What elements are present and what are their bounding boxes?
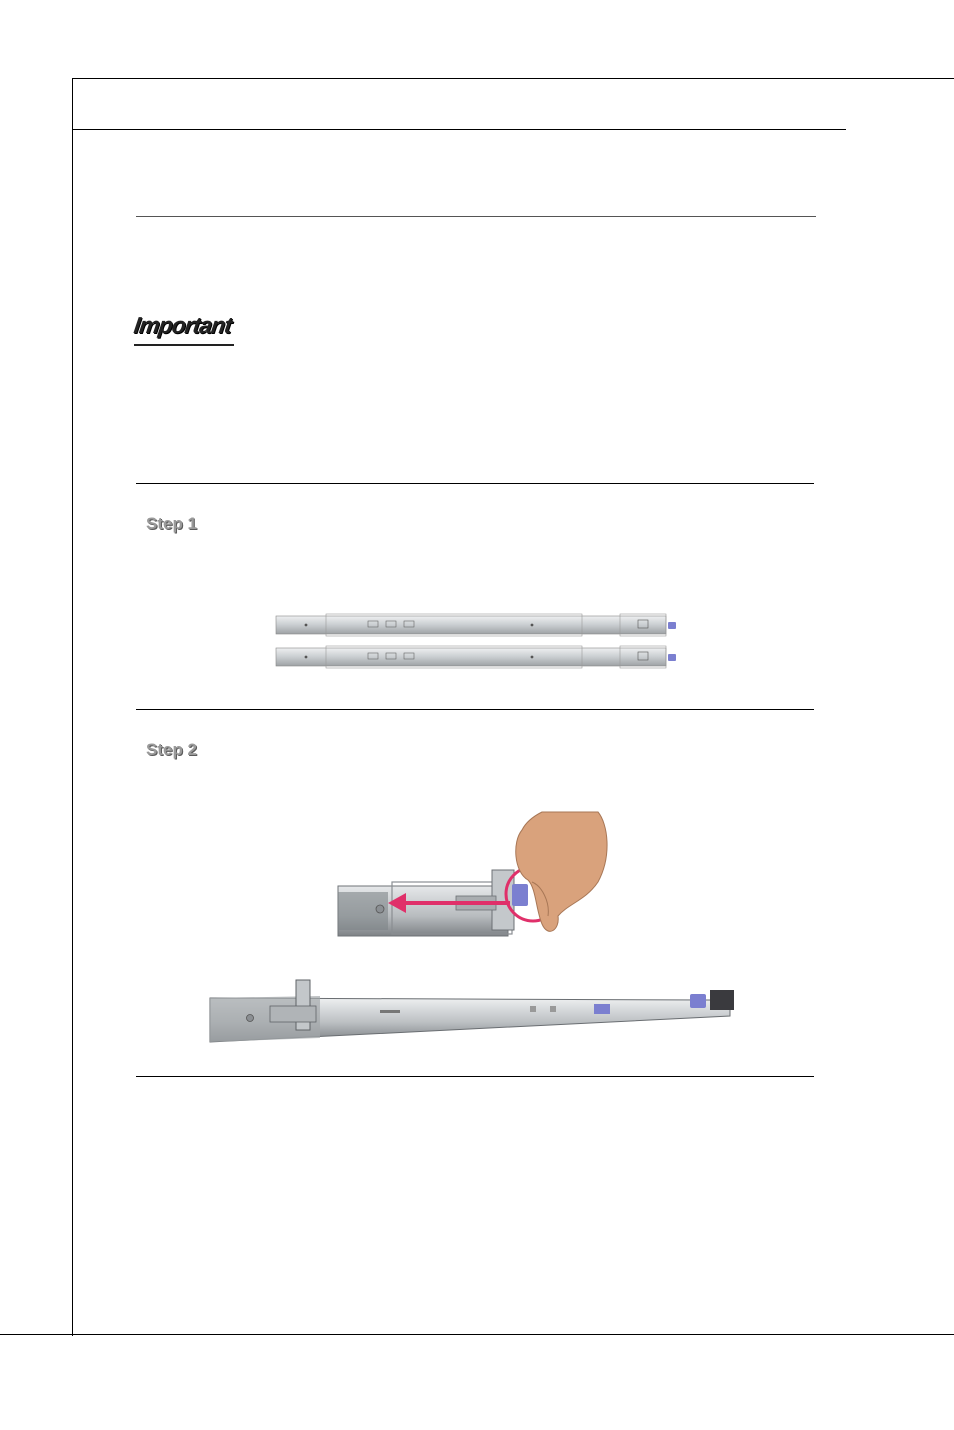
step-2-label: Step 2 <box>146 740 198 759</box>
section-rule-step2 <box>136 709 814 710</box>
important-heading: Important <box>132 312 233 338</box>
page-left-border <box>72 78 73 1336</box>
important-underline <box>134 344 234 346</box>
header-top-rule <box>72 78 954 79</box>
rail-pair-illustration <box>276 612 686 672</box>
footer-rule <box>0 1334 954 1335</box>
header-bottom-rule <box>72 129 846 130</box>
step-1-label: Step 1 <box>146 514 198 533</box>
section-rule-step1 <box>136 483 814 484</box>
section-rule-bottom <box>136 1076 814 1077</box>
rail-lower <box>276 646 676 668</box>
section-rule-top <box>136 216 816 217</box>
rail-upper <box>276 614 676 636</box>
release-latch-photo <box>336 812 616 942</box>
extended-rail-photo <box>210 976 742 1044</box>
